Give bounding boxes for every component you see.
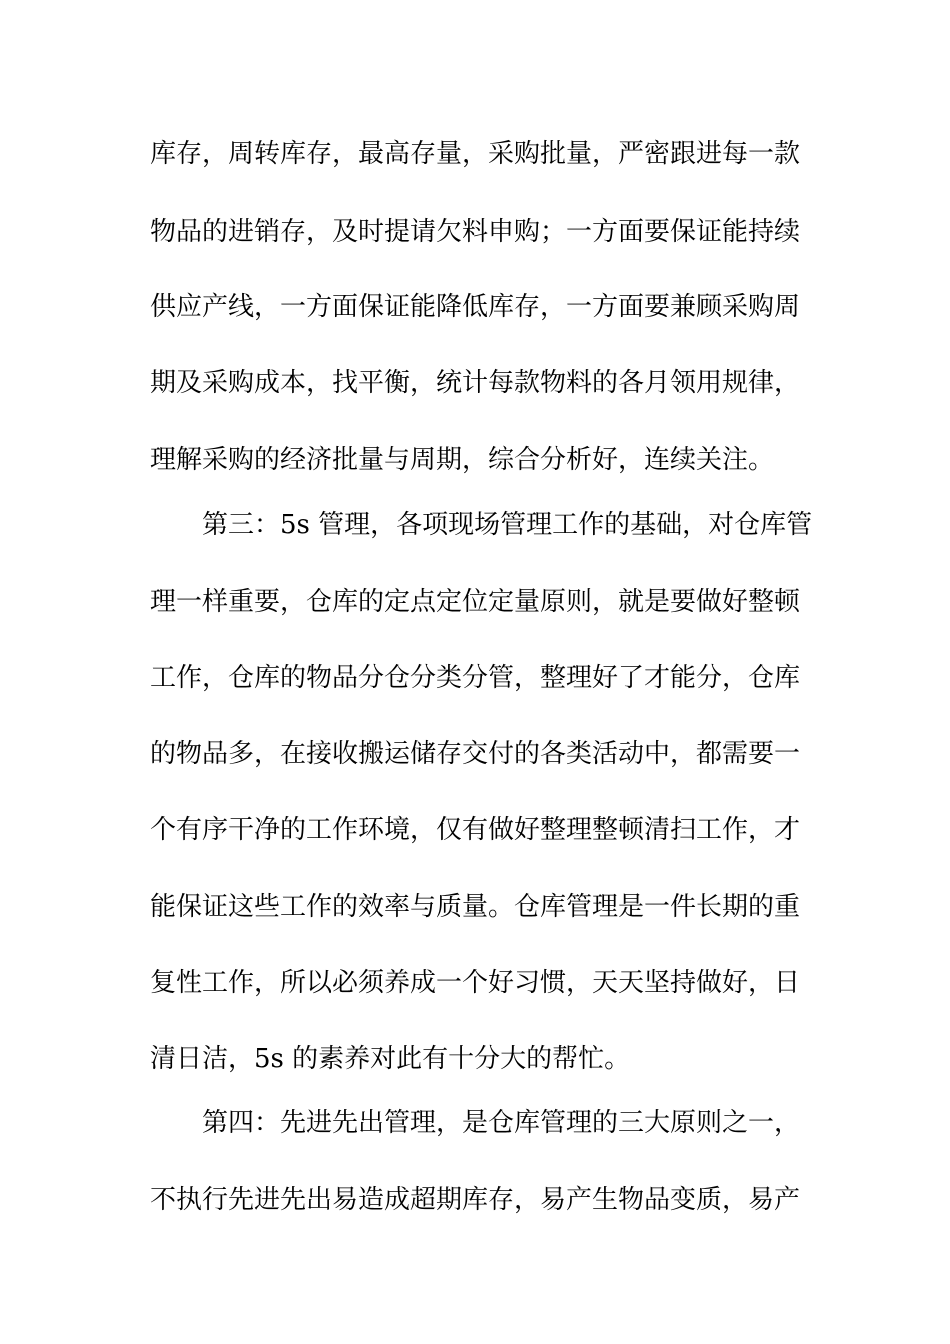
paragraph-1: [150, 135, 810, 479]
text-line: 的物品多，在接收搬运储存交付的各类活动中，都需要一: [150, 739, 801, 769]
text-line: 复性工作，所以必须养成一个好习惯，天天坚持做好，日: [150, 968, 801, 998]
text-line: 第四：先进先出管理，是仓库管理的三大原则之一，: [202, 1108, 801, 1138]
text-line: 理一样重要，仓库的定点定位定量原则，就是要做好整顿: [150, 587, 801, 617]
text-line: 库存，周转库存，最高存量，采购批量，严密跟进每一款: [150, 139, 801, 169]
text-line: 理解采购的经济批量与周期，综合分析好，连续关注。: [150, 445, 775, 475]
text-line: 不执行先进先出易造成超期库存，易产生物品变质，易产: [150, 1185, 801, 1215]
text-line: 个有序干净的工作环境，仅有做好整理整顿清扫工作，才: [150, 815, 801, 845]
paragraph-3: [150, 1104, 810, 1219]
paragraph-2: [150, 506, 813, 1078]
text-line: 能保证这些工作的效率与质量。仓库管理是一件长期的重: [150, 892, 801, 922]
text-line: 期及采购成本，找平衡，统计每款物料的各月领用规律，: [150, 368, 801, 398]
text-line: 清日洁，5s 的素养对此有十分大的帮忙。: [150, 1044, 631, 1074]
text-line: 工作，仓库的物品分仓分类分管，整理好了才能分，仓库: [150, 663, 801, 693]
text-line: 供应产线，一方面保证能降低库存，一方面要兼顾采购周: [150, 292, 801, 322]
text-line: 物品的进销存，及时提请欠料申购；一方面要保证能持续: [150, 217, 801, 247]
text-line: 第三：5s 管理，各项现场管理工作的基础，对仓库管: [202, 510, 813, 540]
